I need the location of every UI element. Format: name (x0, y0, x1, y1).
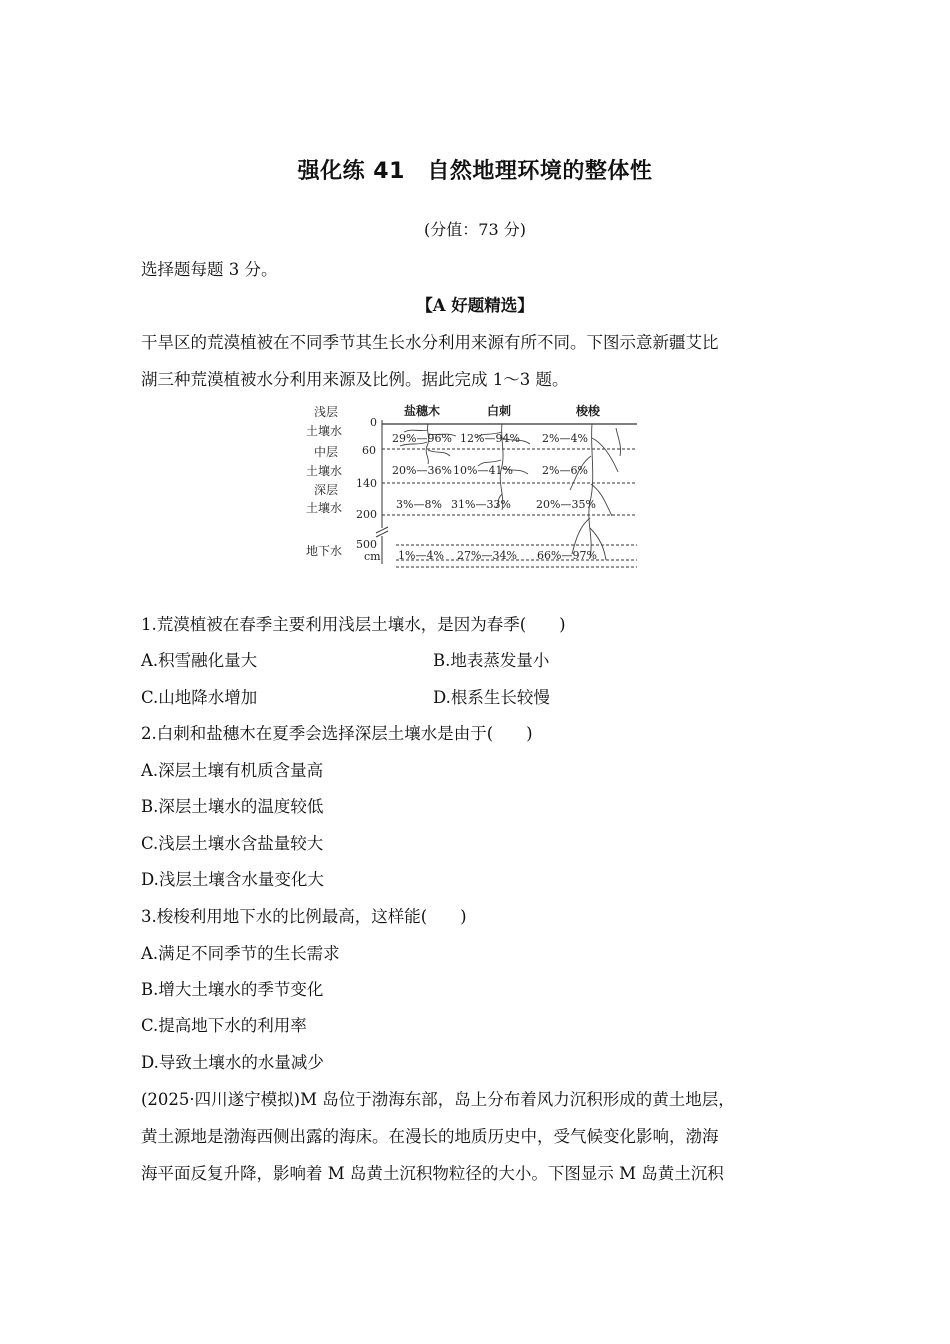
layer-label: 地下水 (306, 544, 343, 558)
depth-label: cm (364, 550, 381, 563)
range-label: 1%—4% (398, 549, 444, 562)
depth-label: 140 (356, 477, 377, 490)
water-source-figure (300, 398, 645, 578)
question-1-stem: 1.荒漠植被在春季主要利用浅层土壤水，是因为春季( ) (141, 615, 566, 634)
range-label: 2%—6% (542, 464, 588, 477)
layer-label: 深层 (314, 483, 339, 497)
plant-label: 白刺 (487, 404, 512, 418)
range-label: 66%—97% (537, 549, 597, 562)
passage-2-line-3: 海平面反复升降，影响着 M 岛黄土沉积物粒径的大小。下图显示 M 岛黄土沉积 (141, 1164, 724, 1183)
layer-label: 中层 (314, 445, 339, 459)
plant-label: 梭梭 (576, 404, 601, 418)
range-label: 2%—4% (542, 432, 588, 445)
question-3-option-d[interactable]: D.导致土壤水的水量减少 (141, 1053, 324, 1072)
range-label: 12%—94% (460, 432, 520, 445)
layer-label: 土壤水 (306, 464, 343, 478)
page-title: 强化练 41 自然地理环境的整体性 (297, 159, 653, 184)
intro-line-1: 干旱区的荒漠植被在不同季节其生长水分利用来源有所不同。下图示意新疆艾比 (141, 333, 719, 352)
range-label: 10%—41% (453, 464, 513, 477)
depth-label: 200 (356, 508, 377, 521)
range-label: 3%—8% (396, 498, 442, 511)
question-3-option-b[interactable]: B.增大土壤水的季节变化 (141, 980, 324, 999)
range-label: 29%—96% (392, 432, 452, 445)
plant-label: 盐穗木 (404, 404, 441, 418)
passage-2-line-2: 黄土源地是渤海西侧出露的海床。在漫长的地质历史中，受气候变化影响，渤海 (141, 1127, 719, 1146)
question-3-option-a[interactable]: A.满足不同季节的生长需求 (141, 944, 340, 963)
depth-label: 500 (356, 538, 377, 551)
depth-label: 0 (370, 416, 377, 429)
question-2-option-b[interactable]: B.深层土壤水的温度较低 (141, 797, 324, 816)
range-label: 20%—36% (392, 464, 452, 477)
question-3-stem: 3.梭梭利用地下水的比例最高，这样能( ) (141, 907, 467, 926)
depth-label: 60 (362, 444, 376, 457)
range-label: 20%—35% (536, 498, 596, 511)
section-heading: 【A 好题精选】 (416, 296, 534, 315)
question-2-option-c[interactable]: C.浅层土壤水含盐量较大 (141, 834, 324, 853)
layer-label: 土壤水 (306, 424, 343, 438)
intro-line-2: 湖三种荒漠植被水分利用来源及比例。据此完成 1～3 题。 (141, 370, 569, 389)
score-note: (分值：73 分) (424, 220, 526, 239)
layer-label: 浅层 (314, 405, 339, 419)
question-3-option-c[interactable]: C.提高地下水的利用率 (141, 1016, 307, 1035)
question-1-option-a[interactable]: A.积雪融化量大 (141, 651, 258, 670)
passage-2-line-1: (2025·四川遂宁模拟)M 岛位于渤海东部，岛上分布着风力沉积形成的黄土地层， (141, 1090, 735, 1109)
range-label: 31%—33% (451, 498, 511, 511)
question-1-option-b[interactable]: B.地表蒸发量小 (433, 651, 550, 670)
water-source-diagram (300, 398, 645, 578)
question-2-option-d[interactable]: D.浅层土壤含水量变化大 (141, 870, 324, 889)
question-2-stem: 2.白刺和盐穗木在夏季会选择深层土壤水是由于( ) (141, 724, 533, 743)
instruction-text: 选择题每题 3 分。 (141, 260, 278, 279)
question-2-option-a[interactable]: A.深层土壤有机质含量高 (141, 761, 324, 780)
layer-label: 土壤水 (306, 501, 343, 515)
range-label: 27%—34% (457, 549, 517, 562)
question-1-option-d[interactable]: D.根系生长较慢 (433, 688, 550, 707)
question-1-option-c[interactable]: C.山地降水增加 (141, 688, 258, 707)
